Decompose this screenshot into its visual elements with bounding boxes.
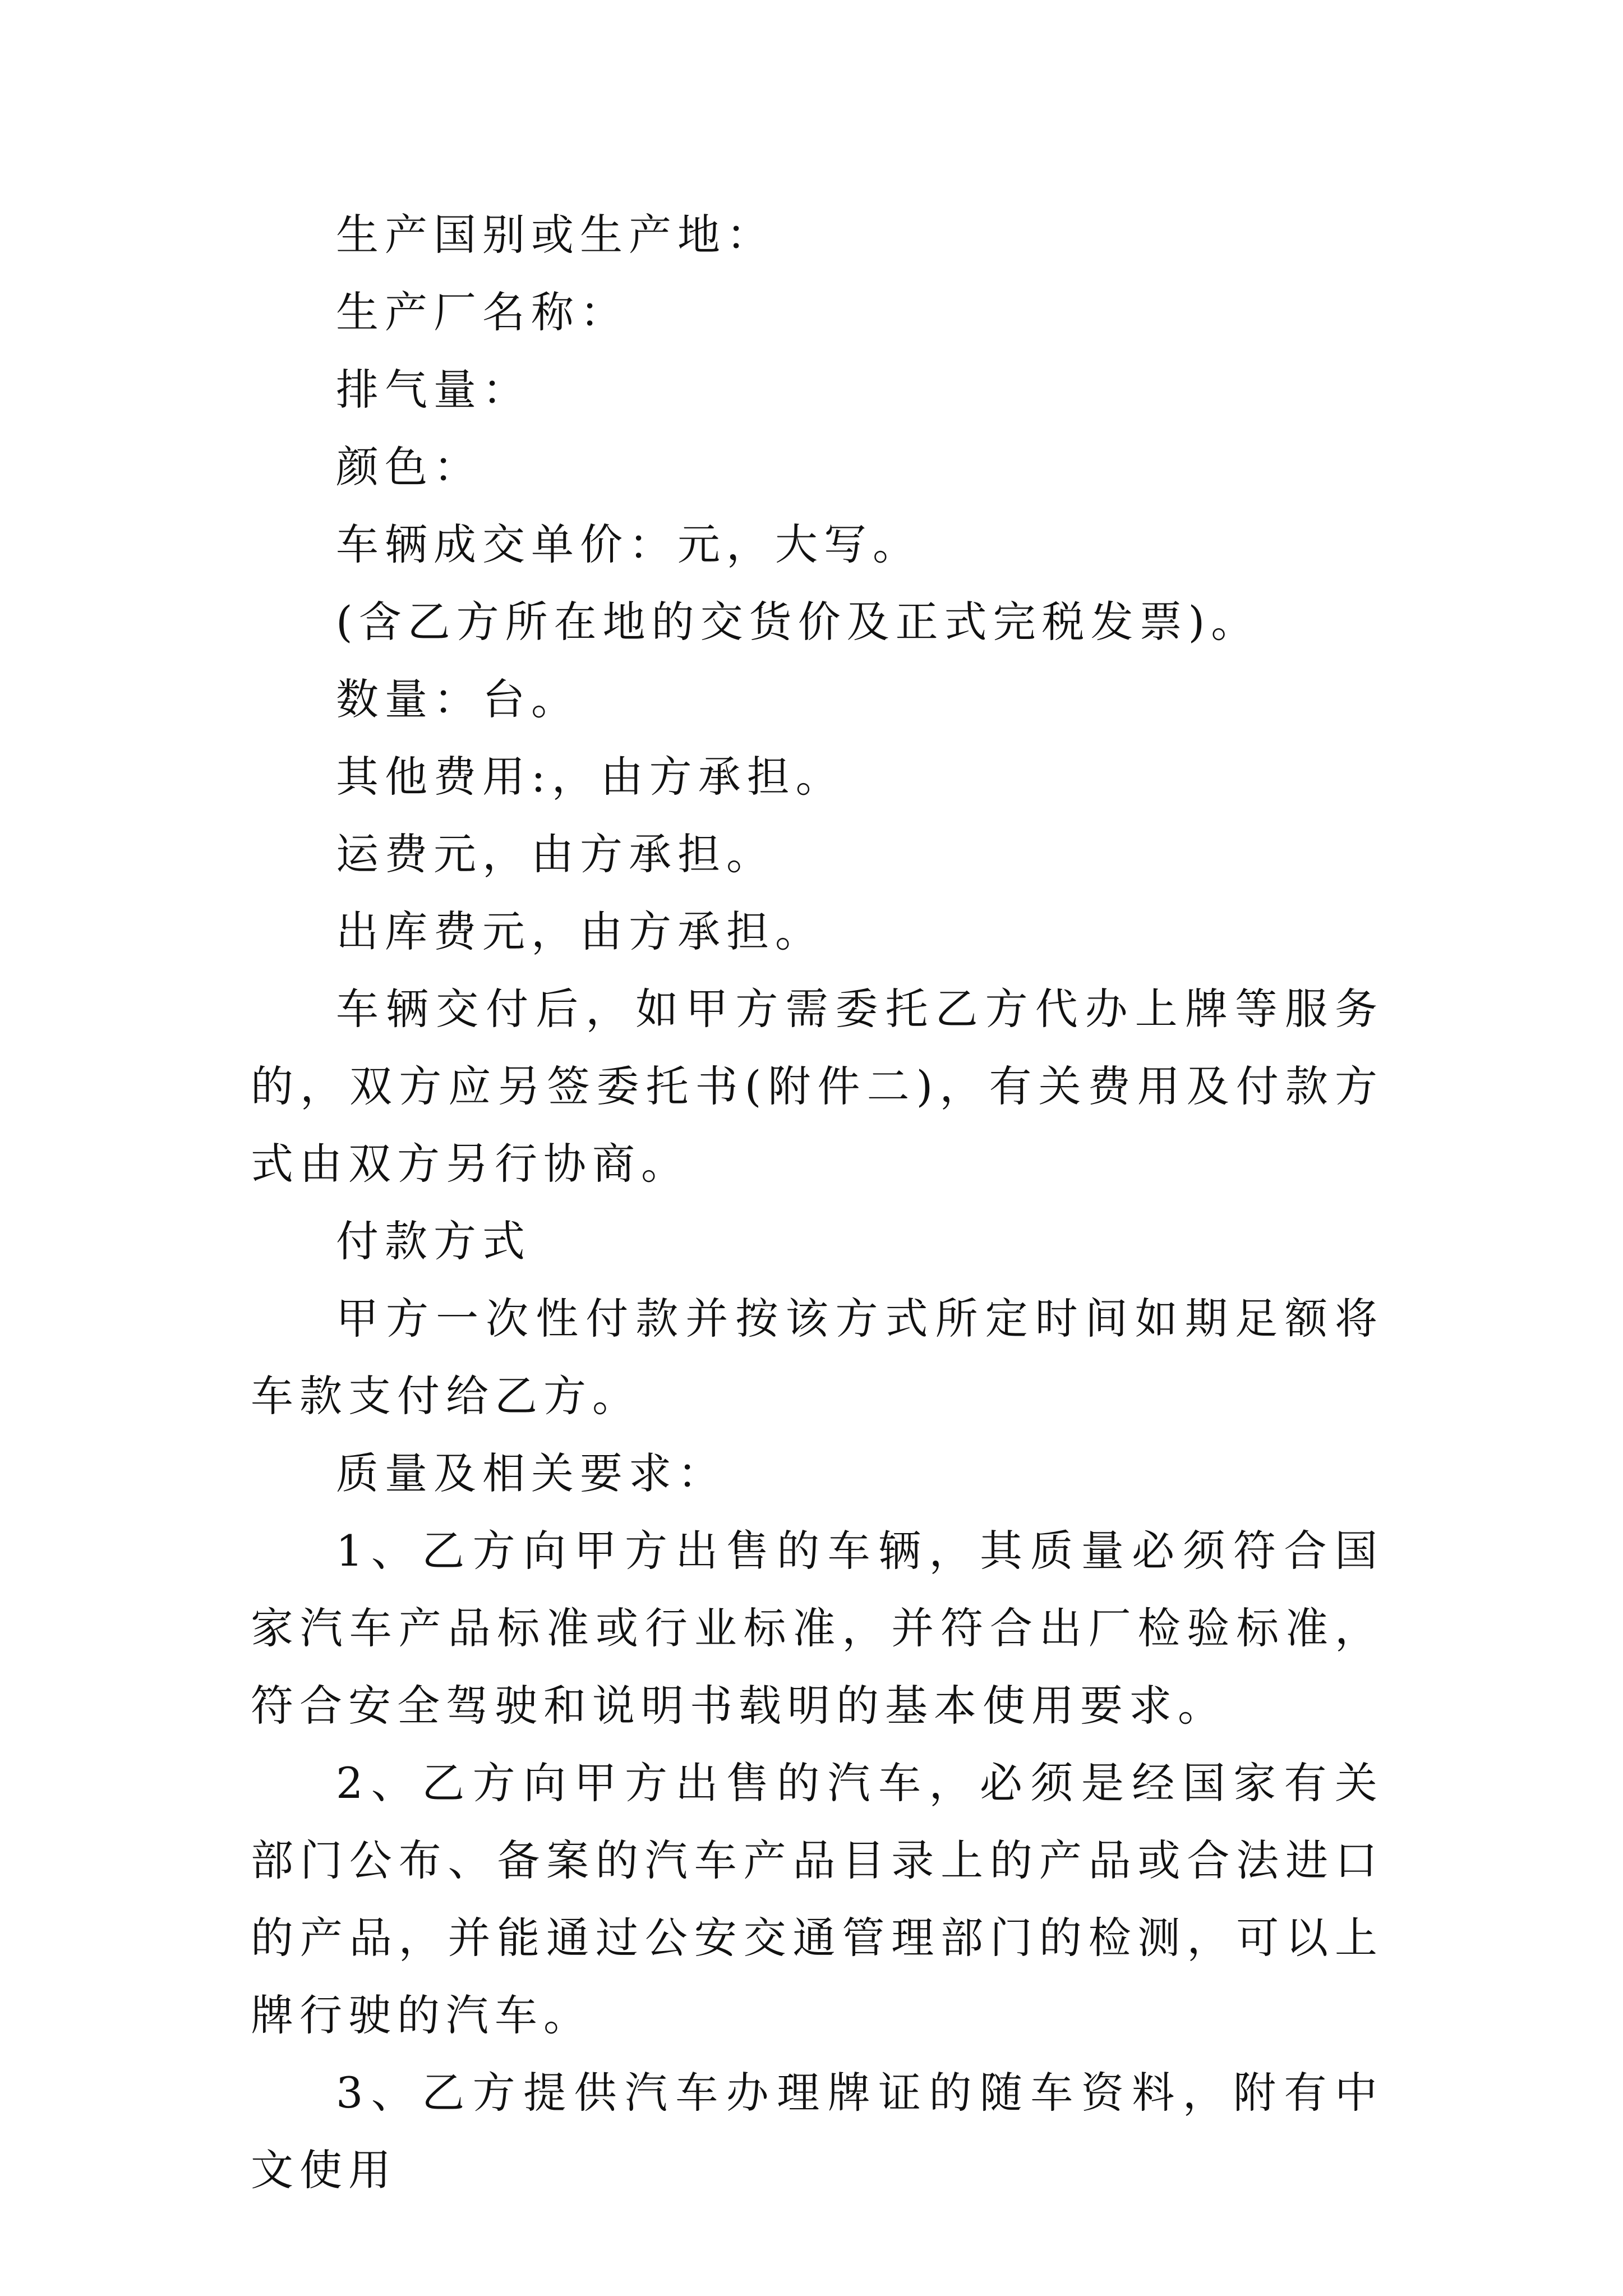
section-heading-payment: 付款方式 xyxy=(336,1216,531,1266)
clause-registration-service: 车辆交付后，如甲方需委托乙方代办上牌等服务的，双方应另签委托书(附件二)，有关费用及付款方式由双方另行协商。 xyxy=(251,984,1384,1189)
document-body xyxy=(251,196,1384,2209)
section-heading-quality: 质量及相关要求： xyxy=(336,1448,726,1498)
price-note: (含乙方所在地的交货价及正式完税发票)。 xyxy=(336,597,1260,647)
field-color: 颜色： xyxy=(336,442,482,492)
field-displacement: 排气量： xyxy=(336,365,531,415)
clause-quality-2: 2、乙方向甲方出售的汽车，必须是经国家有关部门公布、备案的汽车产品目录上的产品或合法进口的产品，并能通过公安交通管理部门的检测，可以上牌行驶的汽车。 xyxy=(251,1758,1384,2040)
field-other-fees: 其他费用:，由方承担。 xyxy=(336,752,845,802)
field-manufacturer-name: 生产厂名称： xyxy=(336,287,629,337)
field-unit-price: 车辆成交单价：元，大写。 xyxy=(336,519,921,569)
field-origin-country: 生产国别或生产地： xyxy=(336,210,775,260)
field-quantity: 数量：台。 xyxy=(336,674,580,724)
field-shipping-fee: 运费元，由方承担。 xyxy=(336,829,775,879)
clause-quality-1: 1、乙方向甲方出售的车辆，其质量必须符合国家汽车产品标准或行业标准，并符合出厂检验标准，符合安全驾驶和说明书载明的基本使用要求。 xyxy=(251,1526,1384,1731)
clause-quality-3: 3、乙方提供汽车办理牌证的随车资料，附有中文使用 xyxy=(251,2068,1384,2195)
clause-payment: 甲方一次性付款并按该方式所定时间如期足额将车款支付给乙方。 xyxy=(251,1294,1384,1421)
field-outbound-fee: 出库费元，由方承担。 xyxy=(336,907,824,956)
